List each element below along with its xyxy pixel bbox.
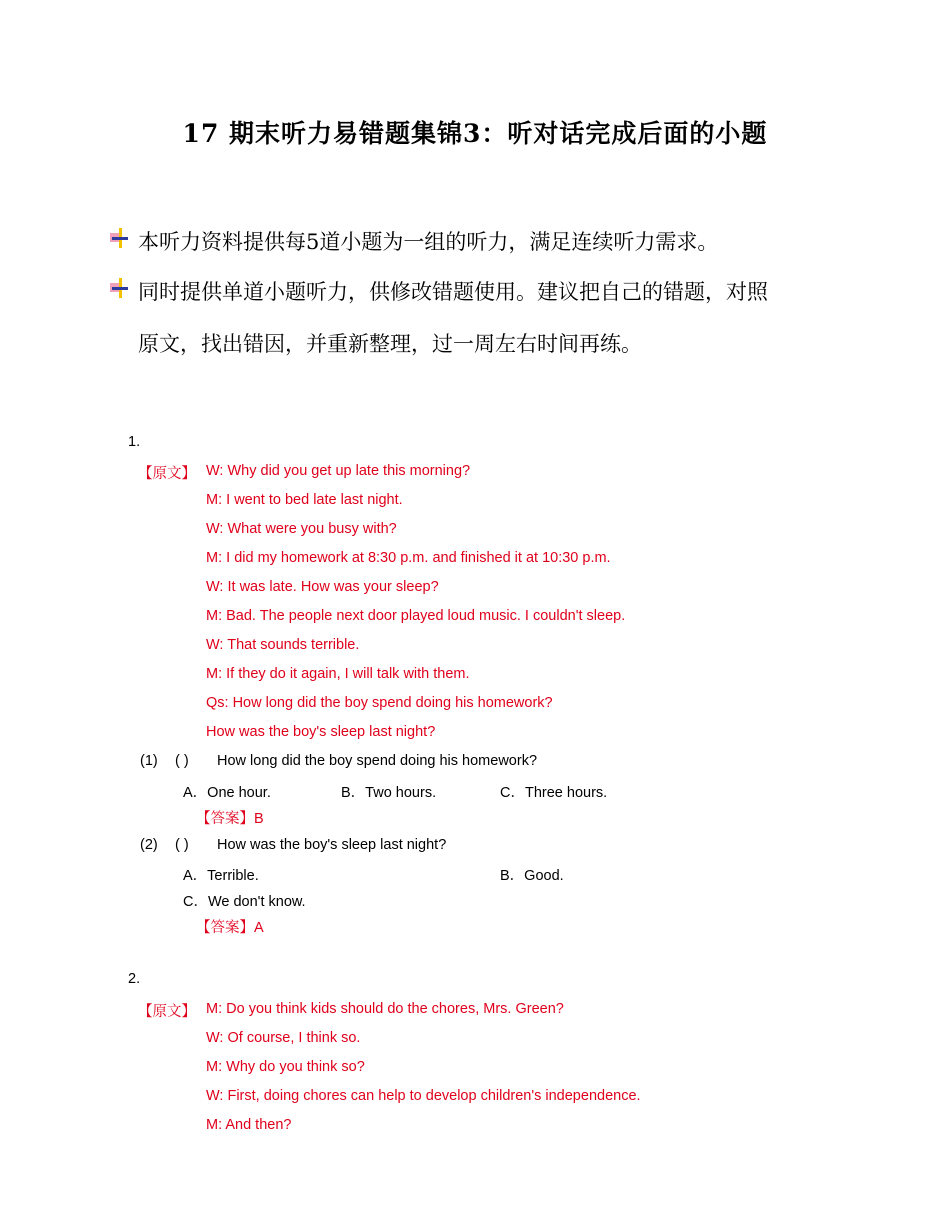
dialogue-line: M: I went to bed late last night.: [206, 492, 403, 508]
dialogue-line: M: Bad. The people next door played loud music. I couldn't sleep.: [206, 608, 626, 624]
sub-question-text: How long did the boy spend doing his homework?: [217, 753, 538, 769]
answer-blank: ( ): [175, 837, 189, 853]
sub-question-text: How was the boy's sleep last night?: [217, 837, 447, 853]
bullet-text: 同时提供单道小题听力，供修改错题使用。建议把自己的错题，对照: [138, 280, 768, 304]
dialogue-line: W: It was late. How was your sleep?: [206, 579, 439, 595]
answer-label-text: 【答案】: [196, 811, 254, 827]
option-c: C．We don't know.: [183, 894, 306, 910]
bullet-icon: [110, 278, 130, 298]
dialogue-line: M: I did my homework at 8:30 p.m. and finished it at 10:30 p.m.: [206, 550, 611, 566]
dialogue-line: M: And then?: [206, 1117, 292, 1133]
answer-value: A: [254, 920, 264, 936]
dialogue-line: W: That sounds terrible.: [206, 637, 360, 653]
source-label: 【原文】: [138, 1004, 196, 1020]
bullet-text: 原文，找出错因，并重新整理，过一周左右时间再练。: [138, 332, 642, 356]
dialogue-line: W: First, doing chores can help to develop children's independence.: [206, 1088, 641, 1104]
sub-question-number: (2): [140, 837, 158, 853]
option-c: C．Three hours.: [500, 785, 608, 801]
source-label: 【原文】: [138, 466, 196, 482]
answer-label-text: 【答案】: [196, 920, 254, 936]
question-number: 1.: [128, 434, 141, 450]
question-number: 2.: [128, 971, 141, 987]
answer-label: [196, 807, 264, 828]
option-b: B．Good.: [500, 868, 564, 884]
option-a: A．Terrible.: [183, 868, 259, 884]
option-b: B．Two hours.: [341, 785, 437, 801]
answer-blank: ( ): [175, 753, 189, 769]
dialogue-line: W: Of course, I think so.: [206, 1030, 361, 1046]
dialogue-line: M: Why do you think so?: [206, 1059, 365, 1075]
dialogue-line: M: If they do it again, I will talk with them.: [206, 666, 470, 682]
page-title: 17 期末听力易错题集锦3：听对话完成后面的小题: [182, 119, 768, 148]
answer-label: [196, 916, 264, 937]
dialogue-line: How was the boy's sleep last night?: [206, 724, 436, 740]
bullet-text: 本听力资料提供每5道小题为一组的听力，满足连续听力需求。: [138, 230, 719, 254]
dialogue-line: M: Do you think kids should do the chores, Mrs. Green?: [206, 1001, 564, 1017]
dialogue-line: W: Why did you get up late this morning?: [206, 463, 471, 479]
dialogue-line: Qs: How long did the boy spend doing his homework?: [206, 695, 553, 711]
bullet-icon: [110, 228, 130, 248]
sub-question-number: (1): [140, 753, 158, 769]
answer-value: B: [254, 811, 264, 827]
option-a: A．One hour.: [183, 785, 271, 801]
dialogue-line: W: What were you busy with?: [206, 521, 397, 537]
